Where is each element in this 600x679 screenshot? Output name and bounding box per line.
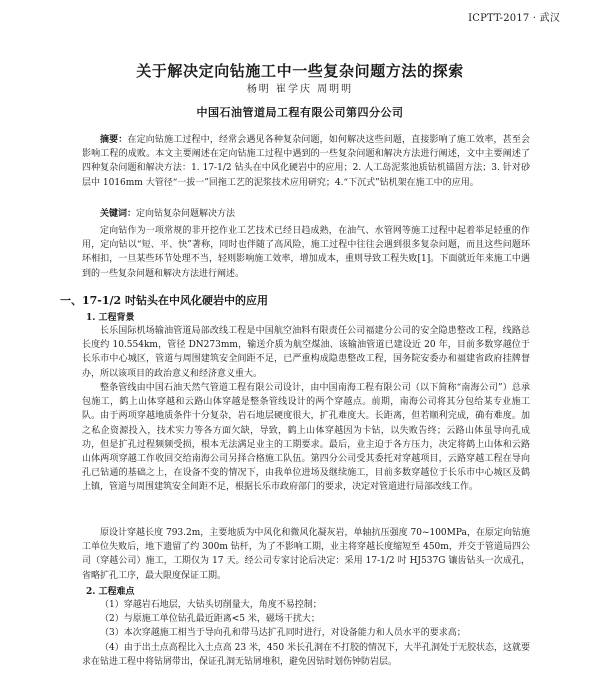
- difficulty-item-1: （1）穿越岩石地层，大钻头切削量大，角度不易控制；: [100, 600, 322, 610]
- abstract: [82, 133, 530, 190]
- difficulty-item-3: （3）本次穿越施工相当于导向孔和带马达扩孔同时进行，对设备能力和人员水平的要求高；: [100, 628, 466, 638]
- section-1-heading: 一、17-1/2 吋钻头在中风化硬岩中的应用: [60, 294, 269, 307]
- difficulty-item-2: （2）与原施工单位钻孔最近距离<5 米，磁场干扰大；: [100, 614, 320, 624]
- abstract-text: 在定向钻施工过程中，经常会遇见各种复杂问题，如何解决这些问题，直接影响了施工效率，甚至会影响工程的成败。本文主要阐述在定向钻施工过程中遇到的一些复杂问题和解决方法进行阐述，文中主要阐述了四种复杂问题和解决方法：1. 17-1/2 钻头在中风化硬岩中的应用；2. 人工岛泥浆池质钻机锚固方法；3. 针对砂层中 1016mm 大管径“一拔一”回拖工艺的泥浆技术应用研究；4.“下沉式”钻机架在施工中的应用。: [82, 135, 530, 188]
- abstract-label: 摘要：: [100, 135, 128, 145]
- difficulty-item-4: （4）由于出土点高程比入土点高 23 米，450 米长孔洞在不打胶的情况下，大半孔洞处于无胶状态，这就要求在钻进工程中将钻屑带出，保证孔洞无钻屑堆积，避免因钻时划伤钟防岩层。: [82, 643, 530, 668]
- keywords-label: 关键词：: [100, 209, 137, 219]
- background-paragraph-3: 原设计穿越长度 793.2m，主要地质为中风化和微风化凝灰岩，单轴抗压强度 70~100MPa，在原定向钻施工单位失败后，地下遗留了约 300m 钻杆，为了不影响工期，业主将穿越长度缩短至 450m，并交于管道局四公司（穿越公司）施工，工期仅为 17 天。经公司专家讨论后决定：采用 17-1/2 吋 HJ537G 镶齿钻头一次成孔，省略扩孔工序，最大限度保证工期。: [82, 528, 530, 581]
- intro-paragraph: 定向钻作为一项常规的非开挖作业工艺技术已经日趋成熟，在油气、水管网等施工过程中起着举足轻重的作用，定向钻以“短、平、快”著称，同时也伴随了高风险，施工过程中往往会遇到很多复杂问题，而且这些问题环环相扣，一旦某些环节处理不当，轻则影响施工效率，增加成本，重则导致工程失败[1]。下面就近年来施工中遇到的一些复杂问题和解决方法进行阐述。: [82, 226, 530, 279]
- keywords-text: 定向钻复杂问题解决方法: [136, 209, 236, 219]
- background-paragraph-1: 长乐国际机场输油管道局部改线工程是中国航空油料有限责任公司福建分公司的安全隐患整改工程，线路总长度约 10.554km，管径 DN273mm，输送介质为航空煤油、该输油管道已建设近 20 年，目前多数穿越位于长乐市中心城区，管道与周围建筑安全间距不足，已严重构成隐患整改工程，国务院安委办和福建省政府挂牌督办，所以该项目的政治意义和经济意义重大。: [82, 326, 530, 379]
- paper-authors: 杨明 崔学庆 周明明: [246, 84, 354, 95]
- keywords: [100, 206, 530, 219]
- paper-affiliation: 中国石油管道局工程有限公司第四分公司: [196, 106, 404, 119]
- paper-title: 关于解决定向钻施工中一些复杂问题方法的探索: [136, 62, 464, 81]
- subsection-background-heading: 1. 工程背景: [86, 313, 135, 323]
- conference-code: ICPTT-2017 · 武汉: [468, 13, 560, 24]
- background-paragraph-2: 整条管线由中国石油天然气管道工程有限公司设计，由中国南海工程有限公司（以下简称“南海公司”）总承包施工，鹤上山体穿越和云路山体穿越是整条管线设计的两个穿越点。前期，南海公司将其分包给某专业施工队。由于两项穿越地质条件十分复杂，岩石地层硬度很大，扩孔难度大。长距离，但若顺利完成，确有难度。加之私企资源投入，技术实力等各方面欠缺，导致，鹤上山体穿越因为卡钻，以失败告终；云路山体虽导向孔成功，但是扩孔过程频频受损，根本无法满足业主的工期要求。最后，业主迫于各方压力，决定将鹤上山体和云路山体两项穿越工作收回交给南海公司另择合格施工队伍。第四分公司受其委托对穿越项目，云路穿越工程在导向孔已钻通的基础之上，在设备不变的情况下，由我单位进场及继续施工，目前多数穿越位于长乐市中心城区及鹤上镇，管道与周围建筑安全间距不足，根据长乐市政府部门的要求，决定对管道进行局部改线工作。: [82, 383, 530, 493]
- subsection-difficulties-heading: 2. 工程难点: [86, 587, 135, 597]
